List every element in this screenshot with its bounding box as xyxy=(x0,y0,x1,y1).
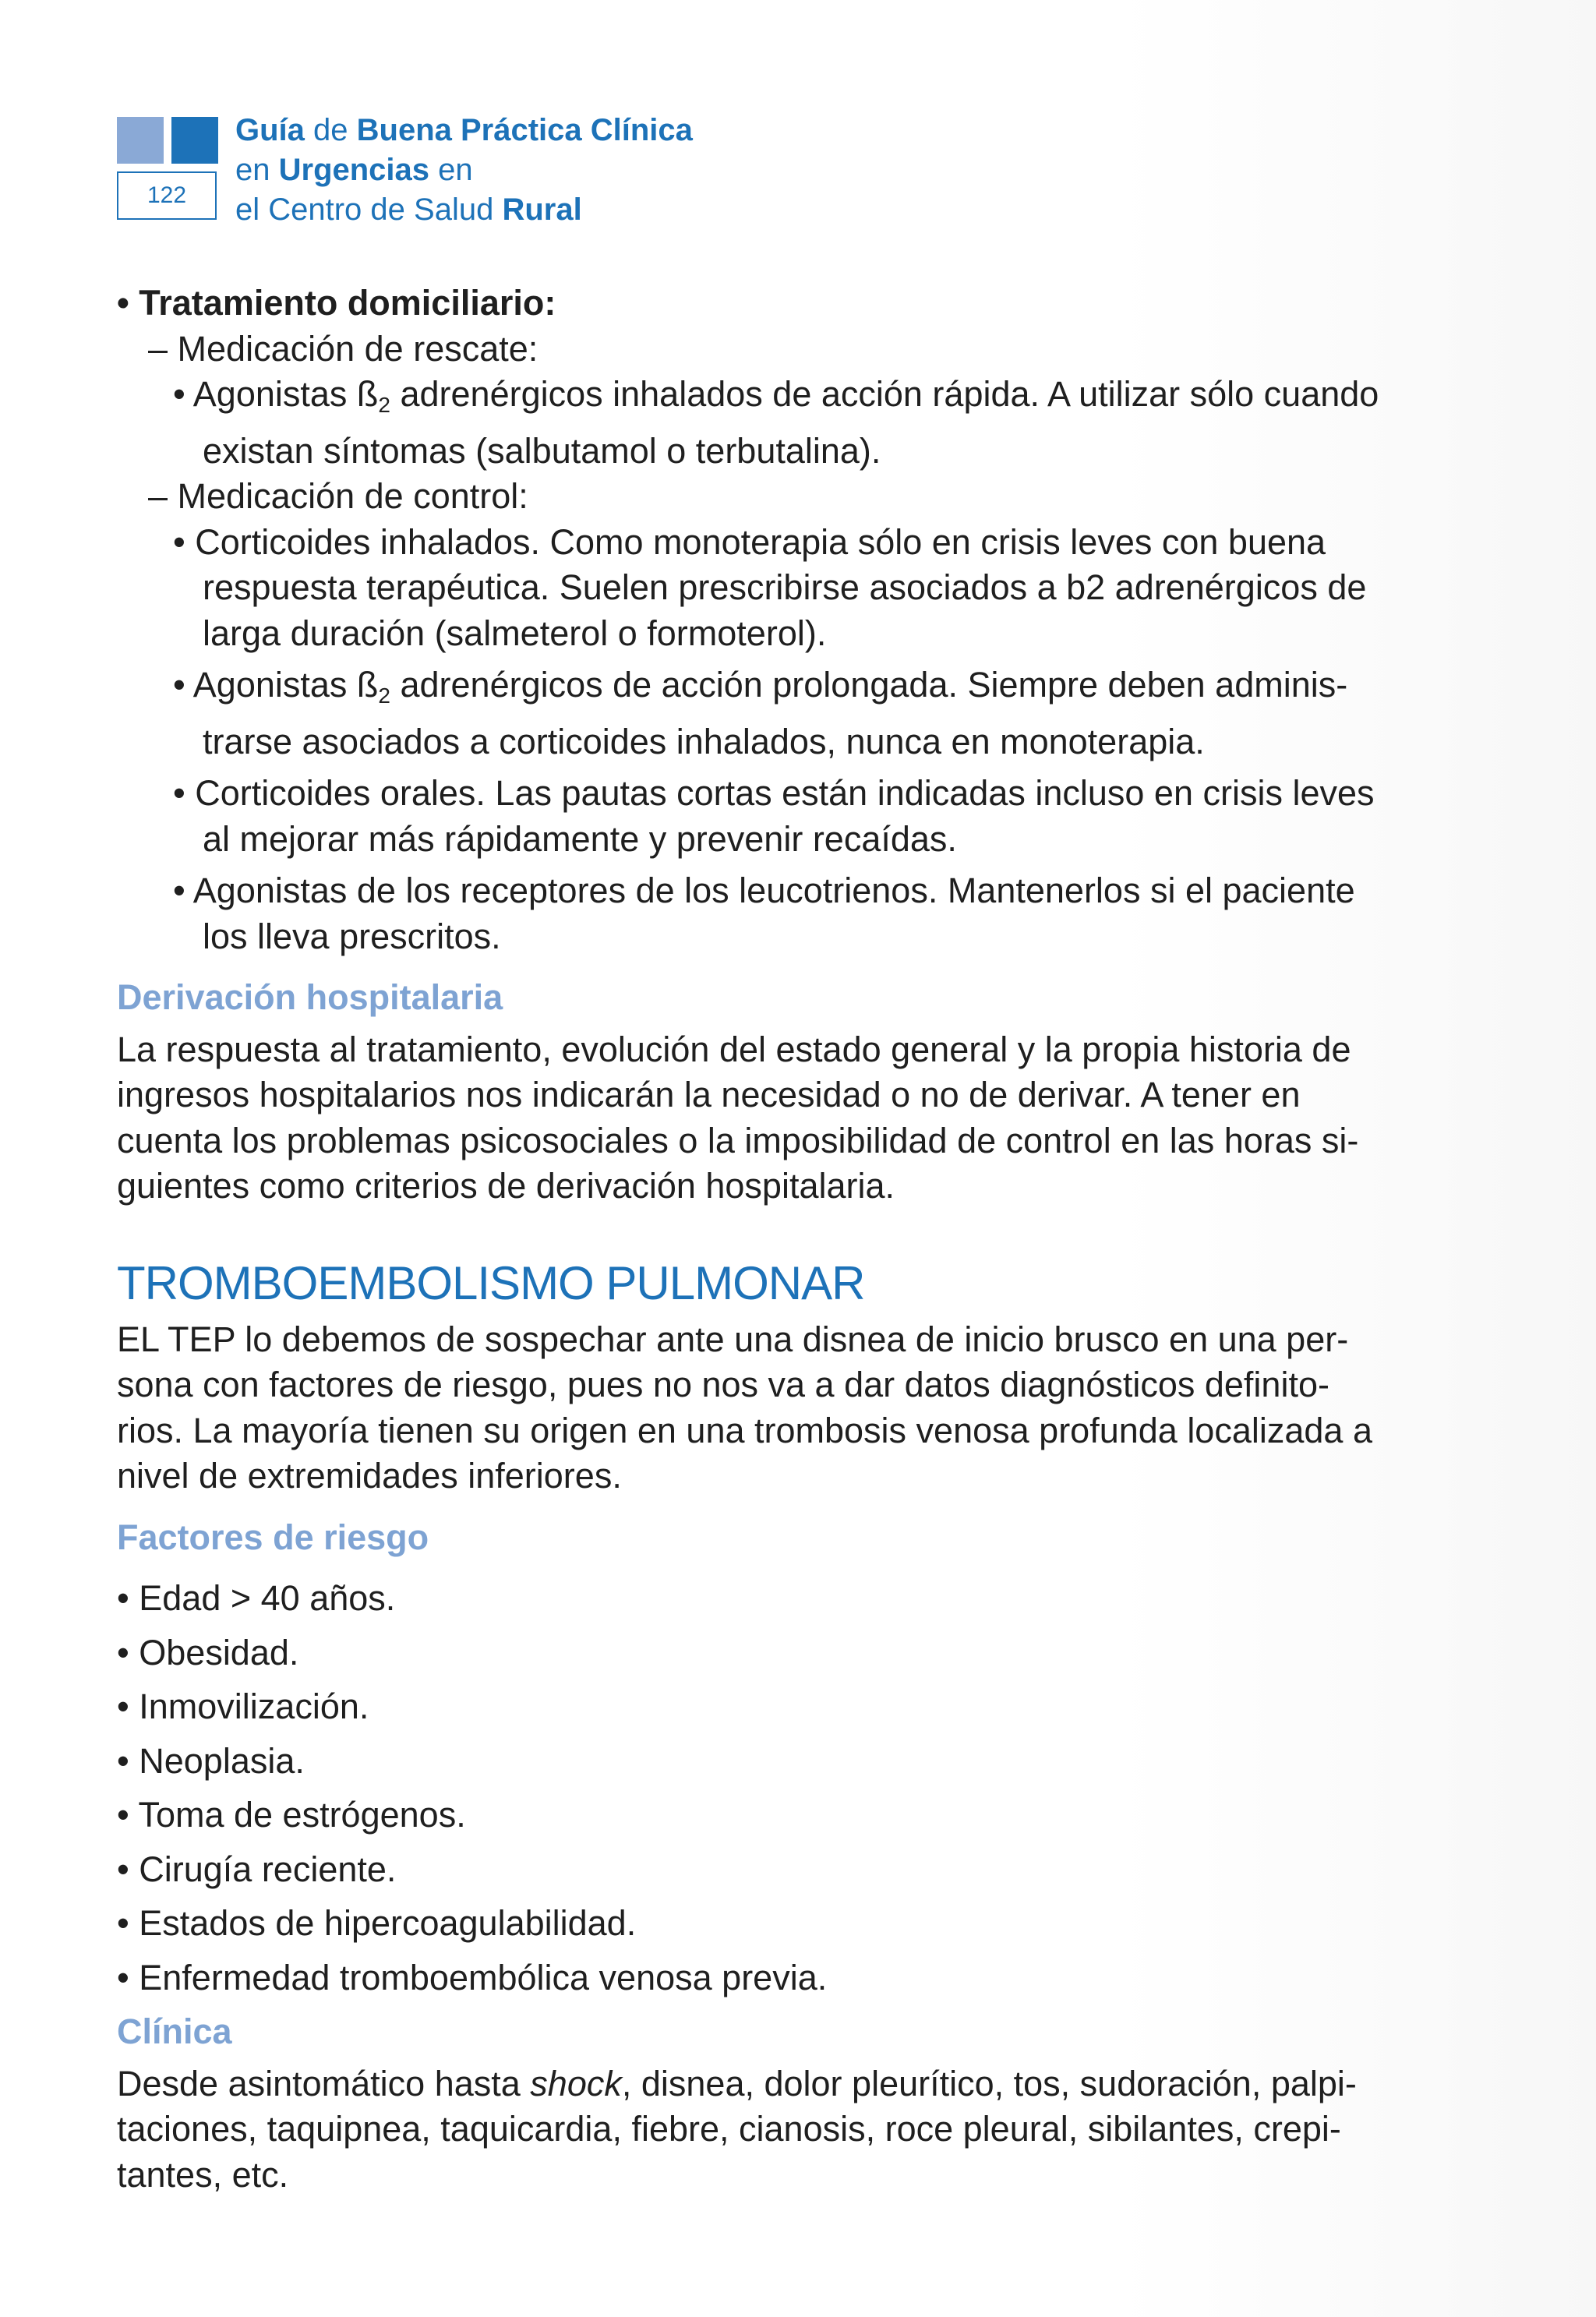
control-item-text: • Agonistas de los receptores de los leucotrienos. Mantenerlos si el paciente xyxy=(173,871,1355,910)
control-item-text: trarse asociados a corticoides inhalados, nunca en monoterapia. xyxy=(203,721,1205,761)
title-word-de: de xyxy=(304,113,357,147)
factores-heading: Factores de riesgo xyxy=(117,1517,429,1557)
control-item-text: respuesta terapéutica. Suelen prescribirse asociados a b2 adrenérgicos de xyxy=(203,567,1367,607)
paragraph-text: Desde asintomático hasta xyxy=(117,2063,531,2103)
section-title-tep: TROMBOEMBOLISMO PULMONAR xyxy=(117,1256,865,1309)
paragraph-line: guientes como criterios de derivación hospitalaria. xyxy=(117,1166,895,1206)
header-square-light xyxy=(117,117,164,164)
emphasis-shock: shock xyxy=(530,2063,622,2103)
paragraph-line: rios. La mayoría tienen su origen en una trombosis venosa profunda localizada a xyxy=(117,1410,1372,1450)
paragraph-line: cuenta los problemas psicosociales o la imposibilidad de control en las horas si- xyxy=(117,1120,1359,1160)
paragraph-line: taciones, taquipnea, taquicardia, fiebre, cianosis, roce pleural, sibilantes, crepi- xyxy=(117,2109,1341,2149)
title-words-buena-practica: Buena Práctica Clínica xyxy=(356,113,693,147)
page-number: 122 xyxy=(117,171,217,220)
control-label: – Medicación de control: xyxy=(148,476,528,516)
list-item: • Enfermedad tromboembólica venosa previa. xyxy=(117,1957,828,1997)
clinica-paragraph xyxy=(117,2061,1403,2199)
control-item-text: • Corticoides inhalados. Como monoterapia sólo en crisis leves con buena xyxy=(173,521,1326,562)
header-square-dark xyxy=(171,117,218,164)
title-word-guia: Guía xyxy=(235,113,305,147)
clinica-heading: Clínica xyxy=(117,2011,232,2051)
control-item-text: • Agonistas ß xyxy=(173,665,379,705)
paragraph-line: EL TEP lo debemos de sospechar ante una disnea de inicio brusco en una per- xyxy=(117,1319,1349,1359)
tep-paragraph xyxy=(117,1317,1403,1499)
rescate-label: – Medicación de rescate: xyxy=(148,328,538,369)
control-item xyxy=(117,868,1403,959)
subscript: 2 xyxy=(378,393,390,417)
title-word-urgencias: Urgencias xyxy=(278,153,430,187)
guide-title xyxy=(235,111,937,230)
control-item xyxy=(117,771,1403,862)
title-word-en-2: en xyxy=(429,153,473,187)
control-item-text: adrenérgicos de acción prolongada. Siempre deben adminis- xyxy=(390,665,1348,705)
tratamiento-heading: • Tratamiento domiciliario: xyxy=(117,283,556,323)
list-item: • Cirugía reciente. xyxy=(117,1849,397,1889)
rescate-item-text: existan síntomas (salbutamol o terbutalina). xyxy=(203,430,881,471)
control-item xyxy=(117,520,1403,657)
title-words-centro-salud: el Centro de Salud xyxy=(235,192,503,227)
control-item-text: los lleva prescritos. xyxy=(203,916,501,956)
derivacion-paragraph xyxy=(117,1027,1403,1210)
derivacion-heading: Derivación hospitalaria xyxy=(117,977,503,1017)
rescate-item-text: • Agonistas ß xyxy=(173,374,379,414)
risk-factor-list xyxy=(117,1576,1403,2001)
list-item: • Edad > 40 años. xyxy=(117,1578,396,1618)
paragraph-line: ingresos hospitalarios nos indicarán la necesidad o no de derivar. A tener en xyxy=(117,1075,1301,1114)
control-item xyxy=(117,662,1403,765)
paragraph-line: La respuesta al tratamiento, evolución del estado general y la propia historia de xyxy=(117,1029,1351,1069)
rescate-item xyxy=(117,372,1403,474)
paragraph-line: sona con factores de riesgo, pues no nos va a dar datos diagnósticos definito- xyxy=(117,1365,1329,1404)
title-word-rural: Rural xyxy=(502,192,582,227)
list-item: • Toma de estrógenos. xyxy=(117,1795,466,1835)
rescate-item-text: adrenérgicos inhalados de acción rápida. A utilizar sólo cuando xyxy=(390,374,1379,414)
paragraph-line: nivel de extremidades inferiores. xyxy=(117,1456,622,1496)
list-item: • Obesidad. xyxy=(117,1632,299,1672)
control-item-text: al mejorar más rápidamente y prevenir recaídas. xyxy=(203,818,957,859)
title-word-en: en xyxy=(235,153,279,187)
control-item-text: • Corticoides orales. Las pautas cortas están indicadas incluso en crisis leves xyxy=(173,773,1375,813)
list-item: • Estados de hipercoagulabilidad. xyxy=(117,1903,637,1943)
paragraph-text: , disnea, dolor pleurítico, tos, sudoración, palpi- xyxy=(621,2063,1357,2103)
list-item: • Inmovilización. xyxy=(117,1687,369,1726)
main-content xyxy=(117,281,1403,2198)
subscript: 2 xyxy=(378,683,390,708)
control-item-text: larga duración (salmeterol o formoterol). xyxy=(203,613,827,653)
paragraph-line: tantes, etc. xyxy=(117,2154,289,2195)
list-item: • Neoplasia. xyxy=(117,1740,305,1781)
